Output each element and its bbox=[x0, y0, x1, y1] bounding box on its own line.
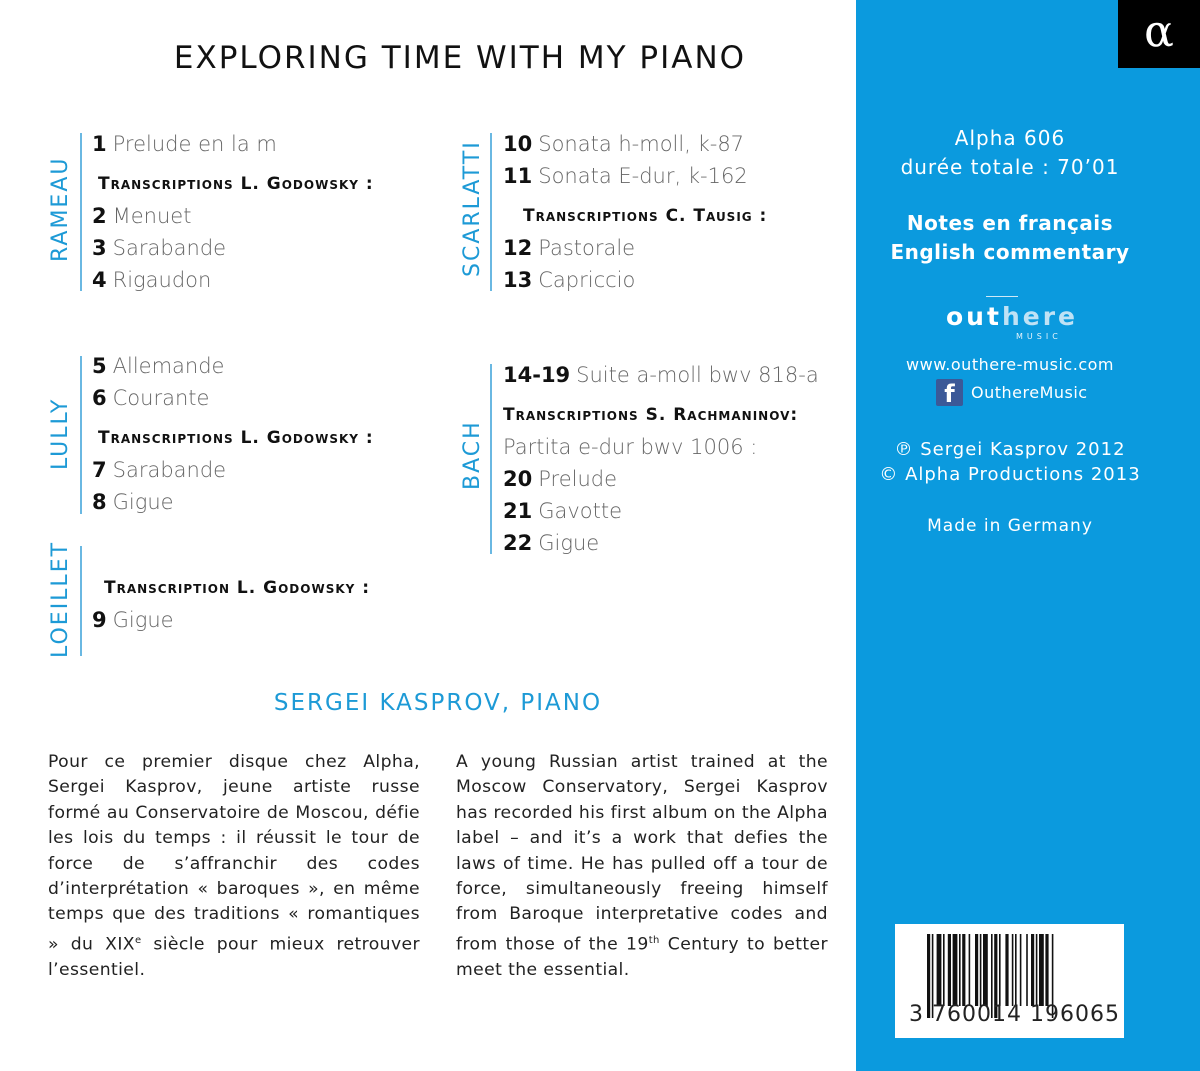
facebook-link[interactable]: OuthereMusic bbox=[971, 383, 1088, 402]
barcode bbox=[895, 924, 1124, 1038]
track-item: 12 Pastorale bbox=[503, 236, 636, 260]
track-item: 13 Capriccio bbox=[503, 268, 636, 292]
track-item: 10 Sonata h-moll, k-87 bbox=[503, 132, 745, 156]
phonogram-notice: ℗ Sergei Kasprov 2012 bbox=[894, 439, 1126, 460]
catalog-number: Alpha 606 bbox=[954, 126, 1066, 150]
barcode-bar bbox=[1012, 934, 1014, 1006]
barcode-bar bbox=[1036, 934, 1038, 1006]
website-link[interactable]: www.outhere-music.com bbox=[906, 355, 1114, 374]
outhere-logo-sub: MUSIC bbox=[1016, 332, 1062, 341]
track-item: 3 Sarabande bbox=[92, 236, 227, 260]
track-item: 4 Rigaudon bbox=[92, 268, 212, 292]
track-item: 21 Gavotte bbox=[503, 499, 623, 523]
barcode-bar bbox=[937, 934, 942, 1006]
composer-rameau: RAMEAU bbox=[48, 156, 73, 262]
facebook-icon: f bbox=[936, 379, 963, 406]
transcription-heading: Transcription L. Godowsky : bbox=[104, 578, 371, 598]
transcription-heading: Transcriptions L. Godowsky : bbox=[98, 428, 374, 448]
partita-heading: Partita e-dur bwv 1006 : bbox=[503, 435, 758, 459]
composer-lully: LULLY bbox=[48, 397, 73, 470]
track-item: 8 Gigue bbox=[92, 490, 174, 514]
barcode-bar bbox=[969, 934, 971, 1006]
barcode-bar bbox=[1005, 934, 1008, 1006]
barcode-bar bbox=[1020, 934, 1022, 1006]
total-duration: durée totale : 70’01 bbox=[900, 155, 1120, 179]
track-item: 9 Gigue bbox=[92, 608, 174, 632]
barcode-bar bbox=[1026, 934, 1028, 1006]
outhere-logo-mark bbox=[986, 296, 1018, 297]
track-item: 2 Menuet bbox=[92, 204, 192, 228]
track-item: 22 Gigue bbox=[503, 531, 600, 555]
notes-en: English commentary bbox=[890, 240, 1130, 264]
track-item: 14-19 Suite a-moll bwv 818-a bbox=[503, 363, 819, 387]
composer-scarlatti: SCARLATTI bbox=[460, 140, 485, 277]
track-item: 1 Prelude en la m bbox=[92, 132, 277, 156]
divider-lully bbox=[80, 356, 82, 514]
transcription-heading: Transcriptions C. Tausig : bbox=[523, 206, 768, 226]
barcode-bar bbox=[1015, 934, 1017, 1006]
divider-loeillet bbox=[80, 546, 82, 656]
barcode-bar bbox=[953, 934, 958, 1006]
liner-text-en: A young Russian artist trained at the Moscow Conservatory, Sergei Kasprov has recorded his first album on the Alpha label – and it’s a work that defies the laws of time. He has pulled off a tour de force, simultaneously freeing himself from Baroque interpretative codes and from those of the 19th Century to better meet the essential. bbox=[456, 752, 828, 980]
track-item: 6 Courante bbox=[92, 386, 210, 410]
barcode-bar bbox=[948, 934, 951, 1006]
barcode-bar bbox=[975, 934, 978, 1006]
divider-rameau bbox=[80, 133, 82, 291]
artist-credit: SERGEI KASPROV, PIANO bbox=[273, 690, 603, 716]
notes-fr: Notes en français bbox=[906, 211, 1114, 235]
alpha-logo: α bbox=[1118, 0, 1200, 68]
barcode-bar bbox=[959, 934, 961, 1006]
transcription-heading: Transcriptions L. Godowsky : bbox=[98, 174, 374, 194]
composer-loeillet: LOEILLET bbox=[48, 540, 73, 658]
liner-text-fr: Pour ce premier disque chez Alpha, Sergei Kasprov, jeune artiste russe formé au Conservatoire de Moscou, défie les lois du temps : il réussit le tour de force de s’affranchir des codes d’interprétation « baroques », en même temps que des traditions « romantiques » du XIXe siècle pour mieux retrouver l’essentiel. bbox=[48, 752, 420, 980]
barcode-bar bbox=[943, 934, 945, 1006]
barcode-bar bbox=[983, 934, 988, 1006]
composer-bach: BACH bbox=[460, 420, 485, 490]
barcode-digits: 3 760014 196065 bbox=[909, 1002, 1120, 1027]
barcode-bar bbox=[980, 934, 982, 1006]
barcode-bar bbox=[1039, 934, 1044, 1006]
barcode-bar bbox=[1045, 934, 1048, 1006]
barcode-bar bbox=[962, 934, 965, 1006]
transcription-heading: Transcriptions S. Rachmaninov: bbox=[503, 405, 799, 425]
divider-scarlatti bbox=[490, 133, 492, 291]
track-item: 5 Allemande bbox=[92, 354, 225, 378]
album-title: EXPLORING TIME WITH MY PIANO bbox=[173, 40, 747, 76]
outhere-logo: outhere bbox=[946, 302, 1078, 331]
barcode-bar bbox=[1031, 934, 1034, 1006]
track-item: 11 Sonata E-dur, k-162 bbox=[503, 164, 748, 188]
track-item: 20 Prelude bbox=[503, 467, 618, 491]
barcode-bar bbox=[999, 934, 1001, 1006]
track-item: 7 Sarabande bbox=[92, 458, 227, 482]
made-in: Made in Germany bbox=[927, 516, 1093, 536]
divider-bach bbox=[490, 364, 492, 554]
copyright-notice: © Alpha Productions 2013 bbox=[879, 464, 1141, 485]
